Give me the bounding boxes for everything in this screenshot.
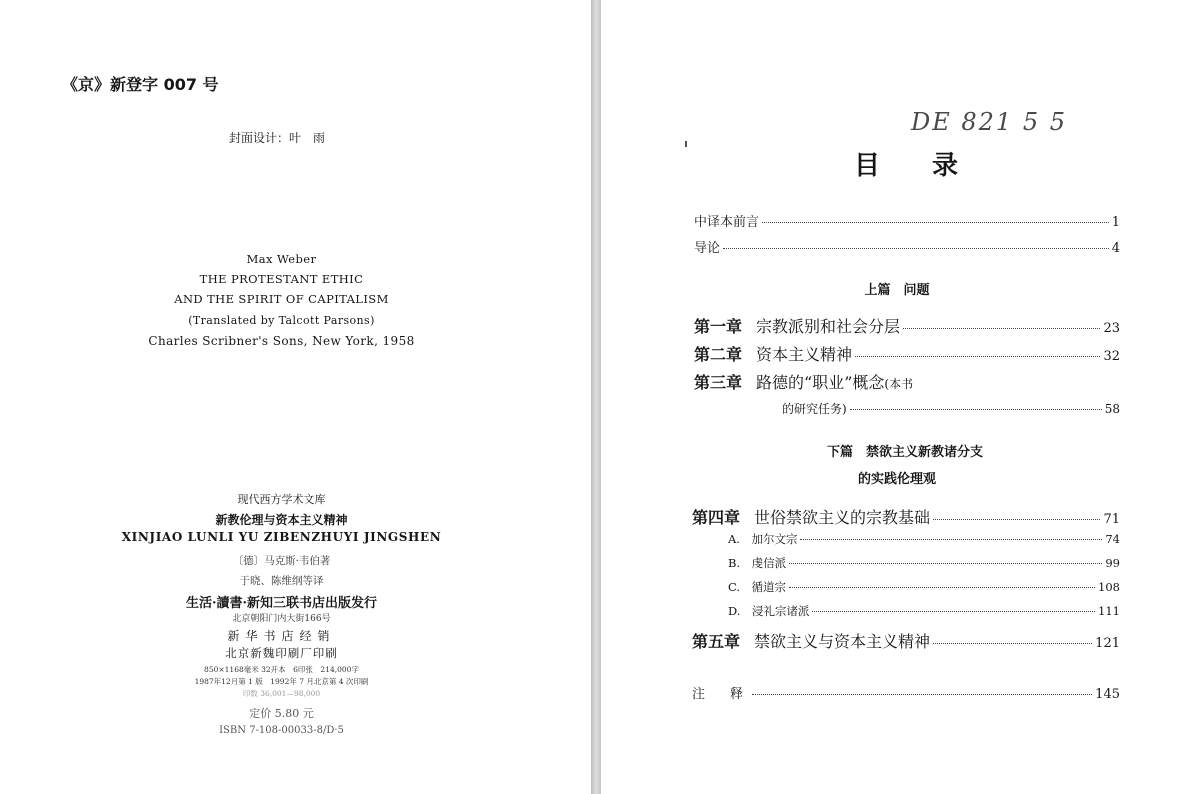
toc-section-a xyxy=(728,531,1120,547)
chapter-page: 71 xyxy=(1103,512,1120,527)
book-title-chinese: 新教伦理与资本主义精神 xyxy=(215,513,348,527)
part-1-title: 上篇 问题 xyxy=(864,283,930,298)
part-2-title-line-2: 的实践伦理观 xyxy=(857,472,936,487)
leader-dots xyxy=(812,611,1095,612)
printer-line: 北京新魏印刷厂印刷 xyxy=(225,646,338,660)
chapter-number: 第五章 xyxy=(692,632,741,651)
chapter-title-suffix: (本书 xyxy=(884,377,914,391)
section-page: 74 xyxy=(1105,532,1120,546)
leader-dots xyxy=(723,248,1109,249)
translators-line: 于晓、陈维纲等译 xyxy=(239,575,324,587)
original-translator: (Translated by Talcott Parsons) xyxy=(188,314,375,327)
book-gutter xyxy=(591,0,601,794)
registration-number: 《京》新登字 007 号 xyxy=(62,75,219,94)
toc-section-c xyxy=(728,579,1120,595)
toc-entry-label: 中译本前言 xyxy=(694,215,760,230)
original-author: Max Weber xyxy=(246,252,317,266)
leader-dots xyxy=(933,643,1092,644)
toc-section-b xyxy=(728,555,1120,571)
leader-dots xyxy=(903,328,1100,329)
toc-entry-label: 注 释 xyxy=(692,687,750,702)
section-label: D. 浸礼宗诸派 xyxy=(728,604,810,618)
original-title-line-2: AND THE SPIRIT OF CAPITALISM xyxy=(174,292,389,306)
publisher-address: 北京朝阳门内大街166号 xyxy=(232,614,331,624)
chapter-page: 58 xyxy=(1104,402,1120,416)
toc-entry-page: 145 xyxy=(1095,687,1120,702)
spec-line-1: 850×1168毫米 32开本 6印张 214,000字 xyxy=(204,665,359,674)
original-publisher: Charles Scribner's Sons, New York, 1958 xyxy=(148,334,415,348)
toc-entry-page: 1 xyxy=(1111,215,1120,230)
toc-chapter-3 xyxy=(694,370,913,393)
toc-chapter-3-continuation xyxy=(782,400,1120,417)
chapter-number: 第一章 xyxy=(694,317,743,336)
chapter-number: 第二章 xyxy=(694,345,743,364)
toc-chapter-1 xyxy=(694,314,1120,337)
cover-design-credit: 封面设计：叶 雨 xyxy=(229,131,326,145)
toc-chapter-5 xyxy=(692,629,1120,652)
book-title-pinyin: XINJIAO LUNLI YU ZIBENZHUYI JINGSHEN xyxy=(121,530,442,544)
toc-entry-label: 导论 xyxy=(694,241,721,256)
author-line: 〔德〕马克斯·韦伯著 xyxy=(232,555,331,567)
toc-heading: 目录 xyxy=(854,151,1011,181)
scan-speck xyxy=(685,141,687,147)
chapter-title: 世俗禁欲主义的宗教基础 xyxy=(754,508,931,527)
price-line: 定价 5.80 元 xyxy=(249,707,314,720)
leader-dots xyxy=(850,409,1102,410)
isbn-line: ISBN 7-108-00033-8/D·5 xyxy=(219,725,344,736)
leader-dots xyxy=(855,356,1100,357)
chapter-title-continuation: 的研究任务) xyxy=(782,402,847,416)
leader-dots xyxy=(752,694,1092,695)
chapter-page: 23 xyxy=(1103,321,1120,336)
toc-entry-notes xyxy=(692,683,1120,702)
part-2-title-line-1: 下篇 禁欲主义新教诸分支 xyxy=(826,445,983,460)
section-page: 108 xyxy=(1098,580,1120,594)
leader-dots xyxy=(789,587,1095,588)
toc-entry-preface xyxy=(694,211,1120,230)
leader-dots xyxy=(800,539,1102,540)
spec-line-3: 印数 36,001—98,000 xyxy=(242,689,321,698)
series-name: 现代西方学术文库 xyxy=(237,493,326,506)
handwritten-note: DE 821 5 5 xyxy=(911,108,1067,136)
chapter-page: 121 xyxy=(1095,636,1120,651)
spec-line-2: 1987年12月第 1 版 1992年 7 月北京第 4 次印刷 xyxy=(194,677,369,686)
chapter-number: 第三章 xyxy=(694,373,743,392)
toc-entry-introduction xyxy=(694,237,1120,256)
leader-dots xyxy=(789,563,1102,564)
section-label: B. 虔信派 xyxy=(728,556,787,570)
section-label: C. 循道宗 xyxy=(728,580,787,594)
toc-chapter-4 xyxy=(692,505,1120,528)
chapter-page: 32 xyxy=(1103,349,1120,364)
section-page: 111 xyxy=(1098,604,1120,618)
toc-section-d xyxy=(728,603,1120,619)
original-title-line-1: THE PROTESTANT ETHIC xyxy=(199,272,364,286)
chapter-number: 第四章 xyxy=(692,508,741,527)
leader-dots xyxy=(933,519,1100,520)
section-page: 99 xyxy=(1105,556,1120,570)
chapter-title: 资本主义精神 xyxy=(756,345,853,364)
chapter-title: 禁欲主义与资本主义精神 xyxy=(754,632,931,651)
left-page xyxy=(0,0,591,794)
publisher-line: 生活·讀書·新知三联书店出版发行 xyxy=(185,596,378,611)
chapter-title: 路德的“职业”概念 xyxy=(756,373,885,392)
toc-entry-page: 4 xyxy=(1111,241,1120,256)
leader-dots xyxy=(762,222,1109,223)
section-label: A. 加尔文宗 xyxy=(728,532,798,546)
distributor-line: 新华书店经销 xyxy=(227,629,336,643)
right-page xyxy=(601,0,1193,794)
toc-chapter-2 xyxy=(694,342,1120,365)
chapter-title: 宗教派别和社会分层 xyxy=(756,317,901,336)
